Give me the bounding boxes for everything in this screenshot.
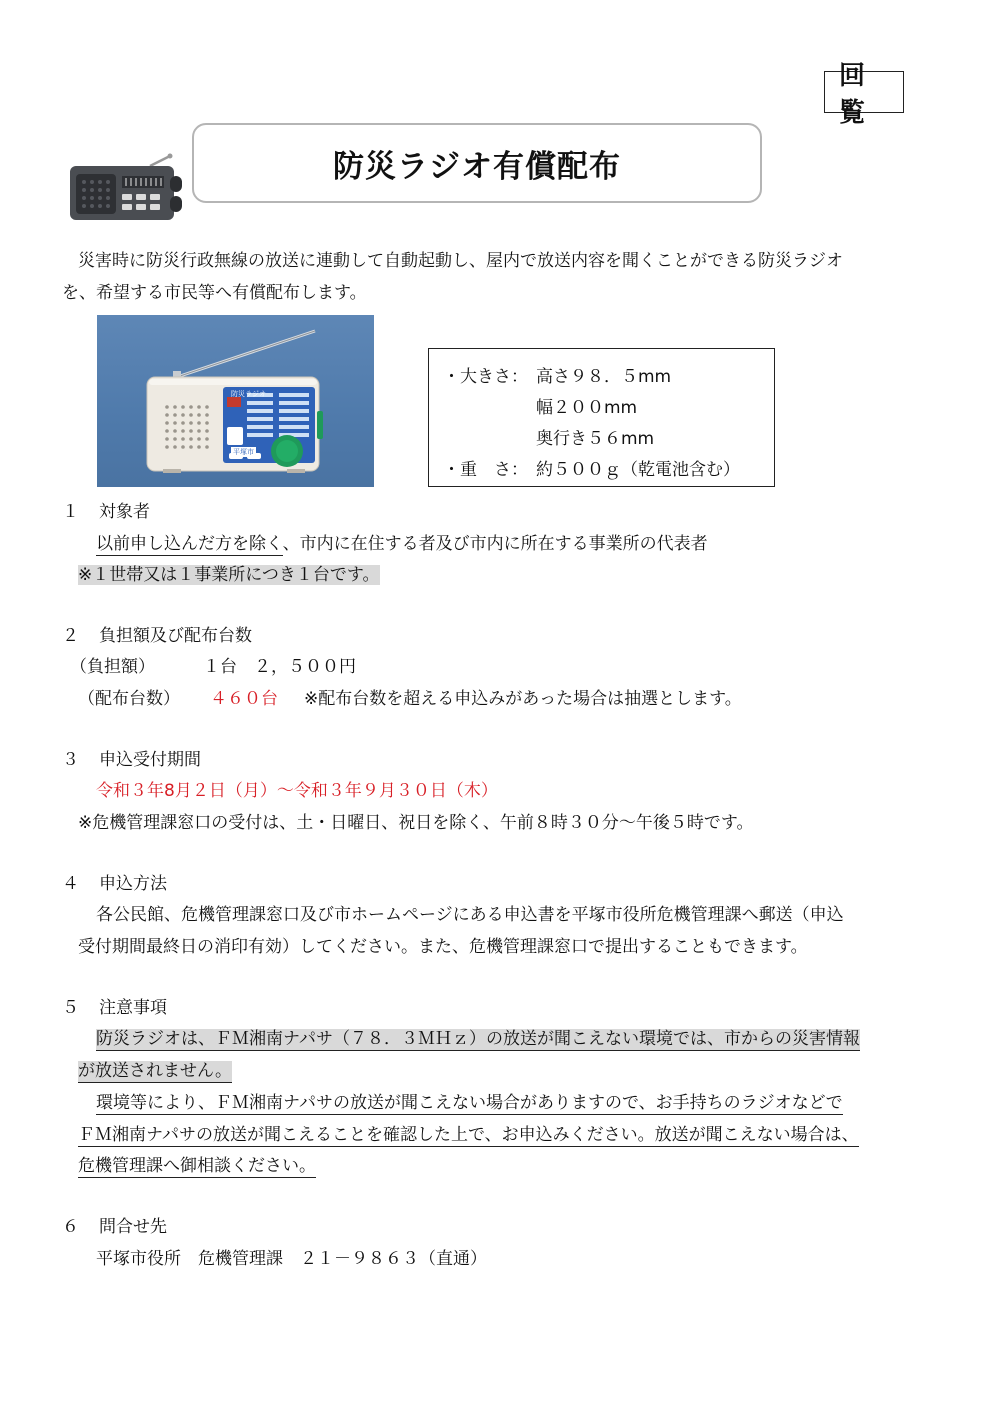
intro-line-2: を、希望する市民等へ有償配布します。 <box>62 283 367 303</box>
section-6-contact: 平塚市役所 危機管理課 ２１－９８６３（直通） <box>96 1249 487 1269</box>
section-1-note-text: ※１世帯又は１事業所につき１台です。 <box>78 565 380 585</box>
section-5-line-5 <box>78 1150 316 1182</box>
spec-height: 高さ９８．５mm <box>536 367 672 387</box>
section-5-title: 注意事項 <box>99 998 167 1018</box>
spec-box <box>428 348 775 487</box>
section-2-count-label: （配布台数） <box>78 689 180 709</box>
section-1-note <box>78 559 380 591</box>
section-1-number: １ <box>62 502 79 522</box>
section-2-cost-value: １台 ２，５００円 <box>203 657 356 677</box>
bosai-radio-photo-icon <box>97 315 374 487</box>
section-3-title: 申込受付期間 <box>99 750 201 770</box>
spec-width: 幅２００mm <box>536 398 638 418</box>
intro-line-1: 災害時に防災行政無線の放送に連動して自動起動し、屋内で放送内容を聞くことができる防災ラジオ <box>78 251 843 271</box>
section-2-cost-label: （負担額） <box>70 657 155 677</box>
section-3-number: ３ <box>62 750 79 770</box>
section-4-line-1: 各公民館、危機管理課窓口及び市ホームページにある申込書を平塚市役所危機管理課へ郵送（申込 <box>96 905 844 925</box>
section-1-title: 対象者 <box>99 502 150 522</box>
section-3-heading <box>62 744 201 776</box>
spec-weight: 約５００ｇ（乾電池含む） <box>536 460 740 480</box>
section-5-line-1 <box>96 1023 860 1055</box>
section-3-note: ※危機管理課窓口の受付は、土・日曜日、祝日を除く、午前８時３０分～午後５時です。 <box>78 813 754 833</box>
section-2-heading <box>62 620 252 652</box>
section-5-line-3-text: 環境等により、ＦＭ湘南ナパサの放送が聞こえない場合がありますので、お手持ちのラジオなどで <box>96 1093 843 1113</box>
circulation-badge: 回覧 <box>824 71 904 113</box>
section-6-title: 問合せ先 <box>99 1217 167 1237</box>
radio-panel-name: 防災ラジオ <box>231 390 266 398</box>
spec-weight-label: ・重 さ： <box>443 460 528 480</box>
section-2-count-value: ４６０台 <box>210 689 278 709</box>
section-5-line-3 <box>96 1087 843 1119</box>
section-2-number: ２ <box>62 626 79 646</box>
section-4-title: 申込方法 <box>99 874 167 894</box>
section-5-line-5-text: 危機管理課へ御相談ください。 <box>78 1156 316 1176</box>
section-5-line-2 <box>78 1055 232 1087</box>
section-1-underlined: 以前申し込んだ方を除く <box>96 534 283 554</box>
section-6-number: ６ <box>62 1217 79 1237</box>
section-5-line-4-text: ＦＭ湘南ナパサの放送が聞こえることを確認した上で、お申込みください。放送が聞こえない場合は、 <box>78 1125 859 1145</box>
spec-depth: 奥行き５６mm <box>536 429 655 449</box>
radio-clipart-icon <box>62 152 186 224</box>
section-5-line-1-text: 防災ラジオは、ＦＭ湘南ナパサ（７８．３ＭＨｚ）の放送が聞こえない環境では、市からの災害情報 <box>96 1029 860 1049</box>
section-2-count-note: ※配布台数を超える申込みがあった場合は抽選とします。 <box>304 689 742 709</box>
section-5-line-2-text: が放送されません。 <box>78 1061 233 1081</box>
radio-photo <box>97 315 374 487</box>
section-1-heading <box>62 496 150 528</box>
radio-panel-city: 平塚市 <box>233 448 254 456</box>
section-4-line-2: 受付期間最終日の消印有効）してください。また、危機管理課窓口で提出することもできます。 <box>78 937 808 957</box>
section-6-heading <box>62 1211 167 1243</box>
section-3-period: 令和３年8月２日（月）～令和３年９月３０日（木） <box>96 781 498 801</box>
section-5-line-4 <box>78 1119 859 1151</box>
section-4-heading <box>62 868 167 900</box>
section-1-text <box>96 528 708 560</box>
page-title: 防災ラジオ有償配布 <box>192 123 762 203</box>
section-4-number: ４ <box>62 874 79 894</box>
spec-size-label: ・大きさ： <box>443 367 528 387</box>
section-1-rest: 、市内に在住する者及び市内に所在する事業所の代表者 <box>282 534 708 554</box>
section-5-heading <box>62 992 167 1024</box>
section-5-number: ５ <box>62 998 79 1018</box>
section-2-title: 負担額及び配布台数 <box>99 626 252 646</box>
